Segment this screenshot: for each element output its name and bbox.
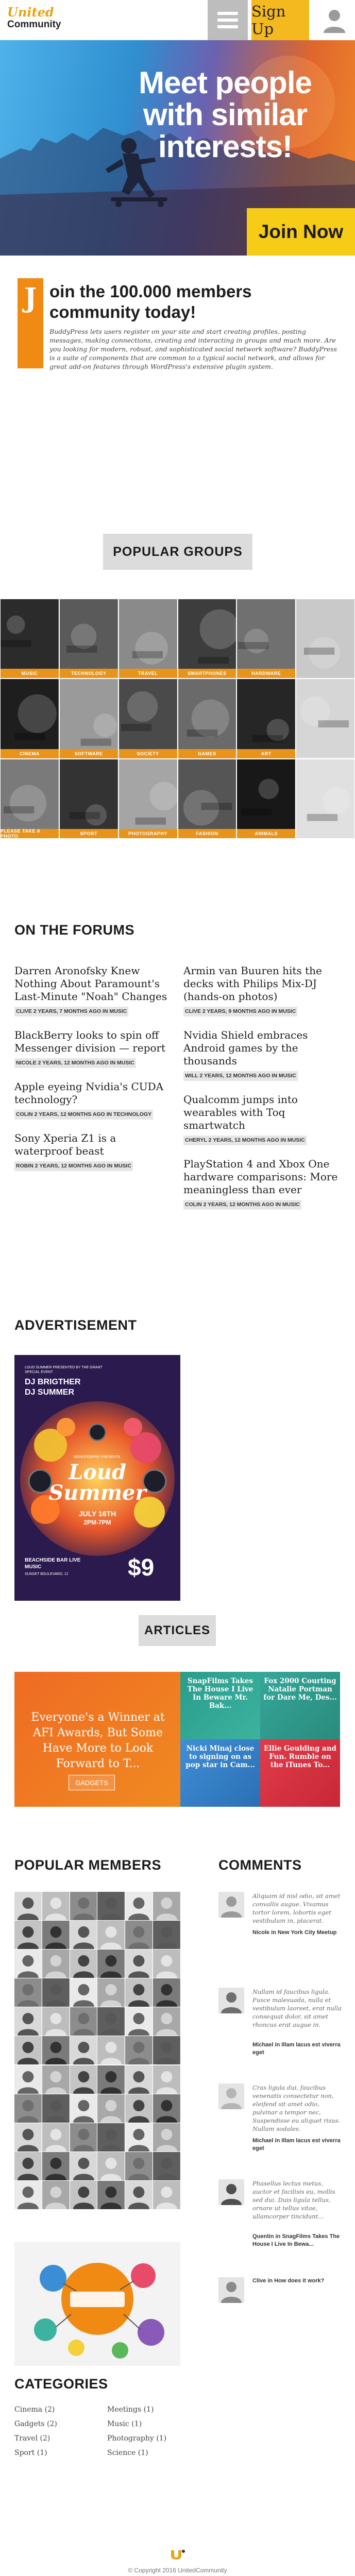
member-avatar[interactable]	[125, 2094, 153, 2123]
group-image	[178, 679, 236, 758]
comment-author-link[interactable]: Michael in Illam lacus est viverra eget	[252, 2138, 341, 2151]
comment-avatar[interactable]	[218, 1892, 244, 1918]
group-tile[interactable]	[59, 679, 119, 758]
comment-text: Cras ligula dui, faucibus venenatis consectetur non, eleifend sit amet odio, pulvinar a tempor nec, Suspendisse eu aliquet risus. Nullam sodales.	[252, 2084, 341, 2132]
group-tile[interactable]	[236, 599, 296, 679]
forum-topic	[14, 1029, 172, 1068]
articles-grid	[14, 1672, 340, 1807]
poster-headline-2: Summer	[48, 1481, 146, 1505]
article-card[interactable]	[260, 1739, 340, 1807]
member-avatar[interactable]	[14, 2123, 42, 2151]
member-avatar[interactable]	[153, 2007, 180, 2036]
group-caption[interactable]: MUSIC	[1, 669, 59, 678]
group-tile[interactable]	[0, 679, 59, 758]
member-avatar[interactable]	[42, 1921, 70, 1949]
member-avatar[interactable]	[153, 2123, 180, 2151]
category-link[interactable]: Meetings (1)	[107, 2405, 154, 2414]
poster-price: $9	[128, 1554, 155, 1581]
category-link[interactable]: Cinema (2)	[14, 2405, 55, 2414]
member-avatar[interactable]	[97, 2036, 125, 2064]
member-avatar[interactable]	[125, 2007, 153, 2036]
forum-topic-title[interactable]: Darren Aronofsky Knew Nothing About Paramount's Last-Minute "Noah" Changes	[14, 964, 167, 1003]
group-caption[interactable]: SOFTWARE	[60, 749, 118, 758]
group-tile[interactable]	[178, 599, 237, 679]
footer-copyright: © Copyright 2016 UnitedCommunity	[128, 2567, 227, 2574]
forum-topic-meta: CLIVE 2 YEARS, 9 MONTHS AGO IN MUSIC	[183, 1007, 297, 1016]
member-avatar[interactable]	[70, 2007, 97, 2036]
member-avatar[interactable]	[14, 1892, 42, 1920]
social-media-artwork	[14, 2242, 180, 2366]
categories-title: CATEGORIES	[14, 2376, 108, 2392]
member-avatar[interactable]	[97, 1950, 125, 1978]
member-avatar[interactable]	[14, 2181, 42, 2209]
category-link[interactable]: Music (1)	[107, 2420, 142, 2428]
join-now-button[interactable]: Join Now	[247, 208, 355, 256]
group-image	[296, 759, 354, 838]
member-avatar[interactable]	[125, 2123, 153, 2151]
poster-small: MONOTEMPRE PRESENTS	[73, 1455, 121, 1459]
forum-topic-title[interactable]: BlackBerry looks to spin off Messenger division — report	[14, 1029, 166, 1054]
member-avatar[interactable]	[153, 1950, 180, 1978]
featured-article[interactable]	[14, 1672, 180, 1807]
group-tile[interactable]	[296, 679, 355, 758]
group-caption[interactable]: TECHNOLOGY	[60, 669, 118, 678]
poster-top-line: LOUD SUMMER PRESENTED BY THE GRANT SPECIAL EVENT	[25, 1366, 103, 1374]
group-image	[237, 599, 295, 678]
member-avatar[interactable]	[42, 1950, 70, 1978]
article-card[interactable]	[180, 1739, 260, 1807]
comment-author-link[interactable]: Clive in How does it work?	[252, 2278, 325, 2284]
member-avatar[interactable]	[153, 2036, 180, 2064]
group-image	[60, 679, 118, 758]
member-avatar[interactable]	[153, 1921, 180, 1949]
poster-time: 2PM-7PM	[83, 1519, 111, 1526]
article-card-title: Fox 2000 Courting Natalie Portman for Dare Me, Des...	[263, 1677, 337, 1702]
member-avatar[interactable]	[70, 2036, 97, 2064]
group-caption[interactable]: PHOTOGRAPHY	[119, 829, 177, 838]
group-image	[178, 759, 236, 838]
member-avatar[interactable]	[14, 2036, 42, 2064]
site-logo[interactable]	[7, 6, 61, 29]
member-avatar[interactable]	[153, 2065, 180, 2094]
forum-topic	[183, 964, 341, 1016]
member-avatar[interactable]	[153, 2094, 180, 2123]
poster-dj1: DJ BRIGTHER	[25, 1378, 81, 1386]
member-avatar[interactable]	[42, 2007, 70, 2036]
member-avatar[interactable]	[42, 2152, 70, 2180]
forum-topic	[14, 1080, 172, 1120]
group-tile[interactable]	[119, 599, 178, 679]
article-card[interactable]	[180, 1672, 260, 1739]
signup-button[interactable]: Sign Up	[251, 0, 309, 40]
group-tile[interactable]	[178, 759, 237, 839]
member-avatar[interactable]	[125, 1950, 153, 1978]
member-avatar[interactable]	[125, 2181, 153, 2209]
member-avatar[interactable]	[42, 1892, 70, 1920]
group-tile[interactable]	[296, 759, 355, 839]
member-avatar[interactable]	[125, 1978, 153, 2007]
group-image	[237, 759, 295, 838]
comment-avatar[interactable]	[218, 2277, 244, 2303]
member-avatar[interactable]	[153, 2152, 180, 2180]
member-avatar[interactable]	[125, 1892, 153, 1920]
featured-article-tag[interactable]: GADGETS	[69, 1775, 115, 1790]
forum-topic-title[interactable]: Armin van Buuren hits the decks with Philips Mix-DJ (hands-on photos)	[183, 964, 322, 1003]
forum-topic-meta: COLIN 2 YEARS, 12 MONTHS AGO IN MUSIC	[183, 1200, 301, 1210]
group-caption[interactable]: TRAVEL	[119, 669, 177, 678]
forum-topic-title[interactable]: Sony Xperia Z1 is a waterproof beast	[14, 1132, 116, 1157]
members-grid	[14, 1892, 180, 2209]
group-image	[60, 599, 118, 678]
comments-title: COMMENTS	[218, 1857, 302, 1873]
member-avatar[interactable]	[97, 1892, 125, 1920]
member-avatar[interactable]	[70, 1978, 97, 2007]
articles-label: ARTICLES	[139, 1615, 216, 1646]
poster-headline-1: Loud	[69, 1460, 126, 1484]
comment-author-link[interactable]: Nicole in New York City Meetup	[252, 1929, 337, 1936]
group-image	[296, 679, 354, 758]
popular-members-title: POPULAR MEMBERS	[14, 1857, 162, 1873]
group-caption[interactable]: SPORT	[60, 829, 118, 838]
member-avatar[interactable]	[153, 2181, 180, 2209]
forum-topic-meta: CLIVE 2 YEARS, 7 MONTHS AGO IN MUSIC	[14, 1007, 128, 1016]
category-link[interactable]: Photography (1)	[107, 2434, 167, 2443]
group-image	[178, 599, 236, 678]
member-avatar[interactable]	[70, 2065, 97, 2094]
member-avatar[interactable]	[14, 1950, 42, 1978]
forum-topic-meta: NICOLE 2 YEARS, 12 MONTHS AGO IN MUSIC	[14, 1058, 136, 1068]
member-avatar[interactable]	[42, 2181, 70, 2209]
intro-dropcap: J	[18, 278, 43, 368]
article-card-title: Ellie Goulding and Fun. Rumble on the iTunes To...	[264, 1744, 336, 1769]
group-image	[119, 759, 177, 838]
category-link[interactable]: Gadgets (2)	[14, 2420, 57, 2428]
member-avatar[interactable]	[97, 2181, 125, 2209]
comment-text: Nullam id faucibus ligula. Fusce malesuada, nulla et vestibulum laoreet, erat nulla consequat dolor, sit amet rhoncus erat augue in.	[252, 1988, 342, 2028]
group-tile[interactable]	[0, 599, 59, 679]
comment-text: Phasellus lectus metus, auctor et facilisis eu, mollis sed dui. Duis ligula tellus, ornare ut tellus vitae, ullamcorper tincidunt...	[252, 2180, 335, 2220]
member-avatar[interactable]	[125, 2065, 153, 2094]
member-avatar[interactable]	[42, 2094, 70, 2123]
logo-line-2: Community	[7, 19, 61, 30]
group-image	[1, 599, 59, 678]
hero-headline: Meet people with similar interests!	[139, 65, 312, 164]
group-tile[interactable]	[236, 679, 296, 758]
member-avatar[interactable]	[70, 2152, 97, 2180]
poster-address: SUNSET BOULEVARD, 12	[25, 1572, 69, 1576]
hero-banner	[0, 40, 355, 256]
groups-grid	[0, 599, 355, 839]
member-avatar[interactable]	[14, 2152, 42, 2180]
member-avatar[interactable]	[97, 1978, 125, 2007]
member-avatar[interactable]	[14, 2094, 42, 2123]
group-image	[119, 599, 177, 678]
member-avatar[interactable]	[42, 1978, 70, 2007]
forum-topic-meta: WILL 2 YEARS, 12 MONTHS AGO IN MUSIC	[183, 1071, 298, 1081]
member-avatar[interactable]	[97, 2065, 125, 2094]
member-avatar[interactable]	[97, 1921, 125, 1949]
poster-venue: BEACHSIDE BAR LIVE MUSIC	[25, 1557, 81, 1570]
member-avatar[interactable]	[70, 2094, 97, 2123]
comment-avatar[interactable]	[218, 2083, 244, 2109]
group-image	[1, 679, 59, 758]
member-avatar[interactable]	[97, 2007, 125, 2036]
member-avatar[interactable]	[125, 1921, 153, 1949]
group-caption[interactable]: PLEASE TAKE A PHOTO	[1, 829, 59, 838]
intro-body: BuddyPress lets users register on your site and start creating profiles, posting messages, making connections, creating and interacting in groups and much more. Are you looking for modern, robust, and sophisticated social network software? BuddyPress is a suite of components that are common to a typical social network, and allows for great add-on features through WordPress's extensive plugin system.	[49, 328, 337, 370]
member-avatar[interactable]	[14, 1921, 42, 1949]
member-avatar[interactable]	[42, 2123, 70, 2151]
forum-topic	[14, 1132, 172, 1171]
advertisement-title: ADVERTISEMENT	[14, 1317, 137, 1333]
member-avatar[interactable]	[125, 2036, 153, 2064]
category-link[interactable]: Science (1)	[107, 2449, 148, 2457]
categories-column-2	[107, 2402, 166, 2460]
group-image	[237, 679, 295, 758]
social-media-promo[interactable]	[14, 2242, 180, 2366]
forum-topic-meta: ROBIN 2 YEARS, 12 MONTHS AGO IN MUSIC	[14, 1161, 133, 1171]
member-avatar[interactable]	[153, 1978, 180, 2007]
group-tile[interactable]	[296, 599, 355, 679]
article-card-title: Nicki Minaj close to signing on as pop star in Cam...	[185, 1744, 255, 1769]
group-tile[interactable]	[236, 759, 296, 839]
group-tile[interactable]	[119, 679, 178, 758]
group-caption[interactable]: ANIMALS	[237, 829, 295, 838]
article-card[interactable]	[260, 1672, 340, 1739]
category-link[interactable]: Sport (1)	[14, 2449, 47, 2457]
comment-author-link[interactable]: Michael in Illam lacus est viverra eget	[252, 2042, 341, 2056]
forum-topic	[183, 1093, 341, 1145]
group-caption[interactable]: ART	[237, 749, 295, 758]
group-tile[interactable]	[59, 599, 119, 679]
forum-topic	[183, 1158, 341, 1210]
forum-topic-title[interactable]: Qualcomm jumps into wearables with Toq smartwatch	[183, 1093, 298, 1131]
member-avatar[interactable]	[97, 2123, 125, 2151]
comment-text: Aliquam id nisl odio, sit amet convallis augue. Vivamus tortor lorem, lobortis eget vestibulum in, placerat.	[252, 1892, 341, 1924]
member-avatar[interactable]	[97, 2152, 125, 2180]
group-tile[interactable]	[178, 679, 237, 758]
hamburger-icon-bar	[217, 19, 238, 22]
group-image	[119, 679, 177, 758]
member-avatar[interactable]	[42, 2065, 70, 2094]
group-image	[60, 759, 118, 838]
member-avatar[interactable]	[70, 2181, 97, 2209]
comment-author-link[interactable]: Quentin in SnagFilms Takes The House I Live In Bewa...	[252, 2233, 340, 2247]
forums-right-column	[183, 964, 341, 1222]
member-avatar[interactable]	[14, 2007, 42, 2036]
menu-button[interactable]	[208, 0, 248, 40]
forum-topic-meta: CHERYL 2 YEARS, 12 MONTHS AGO IN MUSIC	[183, 1136, 307, 1145]
member-avatar[interactable]	[70, 1950, 97, 1978]
forum-topic-title[interactable]: PlayStation 4 and Xbox One hardware comparisons: More meaningless than ever	[183, 1158, 338, 1196]
group-caption[interactable]: GAMES	[178, 749, 236, 758]
hamburger-icon	[217, 12, 238, 15]
forum-topic-title[interactable]: Apple eyeing Nvidia's CUDA technology?	[14, 1080, 164, 1106]
featured-article-title: Everyone's a Winner at AFI Awards, But Some Have More to Look Forward to T...	[31, 1711, 165, 1770]
forums-title: ON THE FORUMS	[14, 922, 134, 938]
group-caption[interactable]: SMARTPHONES	[178, 669, 236, 678]
poster-dj2: DJ SUMMER	[25, 1388, 75, 1397]
member-avatar[interactable]	[70, 1892, 97, 1920]
group-tile[interactable]	[59, 759, 119, 839]
comment-avatar[interactable]	[218, 1988, 244, 2013]
forum-topic	[14, 964, 172, 1016]
forum-topic-title[interactable]: Nvidia Shield embraces Android games by the thousands	[183, 1029, 308, 1067]
group-image	[1, 759, 59, 838]
member-avatar[interactable]	[97, 2094, 125, 2123]
member-avatar[interactable]	[125, 2152, 153, 2180]
member-avatar[interactable]	[42, 2036, 70, 2064]
comment-avatar[interactable]	[218, 2179, 244, 2205]
group-tile[interactable]	[0, 759, 59, 839]
forums-left-column	[14, 964, 172, 1183]
popular-groups-label: POPULAR GROUPS	[103, 534, 252, 570]
logo-line-1: United	[7, 5, 54, 20]
member-avatar[interactable]	[153, 1892, 180, 1920]
group-tile[interactable]	[119, 759, 178, 839]
group-caption[interactable]: HARDWARE	[237, 669, 295, 678]
categories-column-1	[14, 2402, 57, 2460]
hamburger-icon-bar	[217, 25, 238, 28]
user-icon	[319, 5, 349, 35]
site-header	[0, 0, 355, 40]
member-avatar[interactable]	[70, 1921, 97, 1949]
advertisement-poster[interactable]	[14, 1355, 180, 1601]
intro-heading: oin the 100.000 members community today!	[49, 282, 252, 321]
forum-topic	[183, 1029, 341, 1081]
article-card-title: SnapFilms Takes The House I Live In Beware Mr. Bak...	[187, 1677, 253, 1710]
poster-date: JULY 16TH	[78, 1510, 116, 1518]
group-caption[interactable]: SOCIETY	[119, 749, 177, 758]
group-caption[interactable]: CINEMA	[1, 749, 59, 758]
login-avatar-button[interactable]	[313, 0, 355, 40]
member-avatar[interactable]	[70, 2123, 97, 2151]
group-caption[interactable]: FASHION	[178, 829, 236, 838]
group-image	[296, 599, 354, 678]
member-avatar[interactable]	[14, 2065, 42, 2094]
category-link[interactable]: Travel (2)	[14, 2434, 50, 2443]
member-avatar[interactable]	[14, 1978, 42, 2007]
footer-logo-icon[interactable]	[170, 2548, 186, 2560]
forum-topic-meta: COLIN 2 YEARS, 12 MONTHS AGO IN TECHNOLOGY	[14, 1110, 153, 1120]
